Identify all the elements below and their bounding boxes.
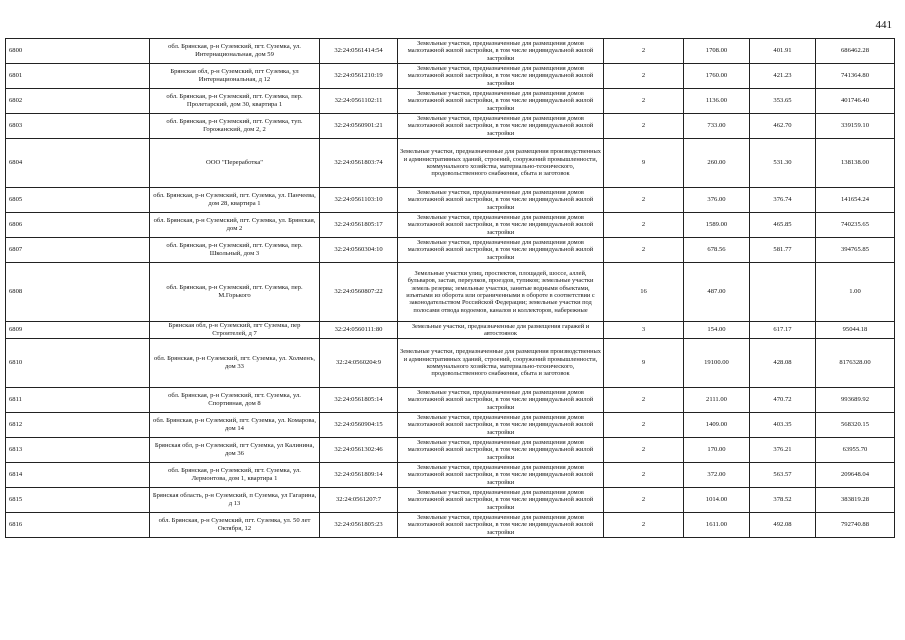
cell-cadastral-number: 32:24:0561103:10 xyxy=(320,188,398,213)
cell-address: Брянская обл, р-н Суземский, пгт Суземка, ул Интернациональная, д 12 xyxy=(150,64,320,89)
cell-purpose-group: 2 xyxy=(604,188,684,213)
cell-parcel-number: 6803 xyxy=(6,114,150,139)
cell-purpose-group: 2 xyxy=(604,238,684,263)
cell-cadastral-value: 741364.80 xyxy=(816,64,895,89)
cell-cadastral-number: 32:24:0561414:54 xyxy=(320,39,398,64)
cell-purpose-group: 9 xyxy=(604,339,684,388)
cell-parcel-number: 6801 xyxy=(6,64,150,89)
cell-address: Брянская обл, р-н Суземский, пгт Суземка, пер Строителей, д 7 xyxy=(150,322,320,339)
cell-purpose-group: 2 xyxy=(604,213,684,238)
cell-cadastral-number: 32:24:0561207:7 xyxy=(320,488,398,513)
table-row xyxy=(6,322,895,339)
cell-address: обл. Брянская, р-н Суземский, пгт. Суземка, ул. Комарова, дом 14 xyxy=(150,413,320,438)
cell-area: 2111.00 xyxy=(684,388,750,413)
cell-address: обл. Брянская, р-н Суземский, пгт. Суземка, туп. Горожанский, дом 2, 2 xyxy=(150,114,320,139)
cell-purpose-group: 16 xyxy=(604,263,684,322)
cell-land-purpose: Земельные участки, предназначенные для размещения производственных и административных зданий, строений, сооружений промышленности, коммунального хозяйства, материально-технического, продовольственного снабжения, сбыта и заготовок xyxy=(398,339,604,388)
cell-purpose-group: 2 xyxy=(604,488,684,513)
cell-area: 154.00 xyxy=(684,322,750,339)
cell-land-purpose: Земельные участки, предназначенные для размещения домов малоэтажной жилой застройки, в том числе индивидуальной жилой застройки xyxy=(398,188,604,213)
cell-specific-value: 378.52 xyxy=(750,488,816,513)
cell-land-purpose: Земельные участки, предназначенные для размещения домов малоэтажной жилой застройки, в том числе индивидуальной жилой застройки xyxy=(398,438,604,463)
cell-land-purpose: Земельные участки, предназначенные для размещения производственных и административных зданий, строений, сооружений промышленности, коммунального хозяйства, материально-технического, продовольственного снабжения, сбыта и заготовок xyxy=(398,139,604,188)
cell-purpose-group: 2 xyxy=(604,413,684,438)
table-row xyxy=(6,238,895,263)
cell-land-purpose: Земельные участки, предназначенные для размещения домов малоэтажной жилой застройки, в том числе индивидуальной жилой застройки xyxy=(398,488,604,513)
table-row xyxy=(6,64,895,89)
cell-specific-value: 401.91 xyxy=(750,39,816,64)
cell-address: обл. Брянская, р-н Суземский, пгт. Суземка, пер. М.Горького xyxy=(150,263,320,322)
cell-cadastral-value: 568320.15 xyxy=(816,413,895,438)
cell-cadastral-value: 1.00 xyxy=(816,263,895,322)
cell-area: 1409.00 xyxy=(684,413,750,438)
cell-area: 372.00 xyxy=(684,463,750,488)
cell-area: 678.56 xyxy=(684,238,750,263)
cell-cadastral-number: 32:24:0561803:74 xyxy=(320,139,398,188)
cell-land-purpose: Земельные участки, предназначенные для размещения домов малоэтажной жилой застройки, в том числе индивидуальной жилой застройки xyxy=(398,388,604,413)
cell-area: 260.00 xyxy=(684,139,750,188)
page-number: 441 xyxy=(875,19,892,31)
cell-parcel-number: 6800 xyxy=(6,39,150,64)
cell-parcel-number: 6802 xyxy=(6,89,150,114)
cell-address: обл. Брянская, р-н Суземский, пгт. Суземка, пер. Школьный, дом 3 xyxy=(150,238,320,263)
cell-cadastral-number: 32:24:0561809:14 xyxy=(320,463,398,488)
cell-cadastral-value: 141654.24 xyxy=(816,188,895,213)
land-registry-body xyxy=(6,39,895,538)
table-row xyxy=(6,388,895,413)
cell-cadastral-number: 32:24:0561102:11 xyxy=(320,89,398,114)
cell-area: 1136.00 xyxy=(684,89,750,114)
cell-area: 733.00 xyxy=(684,114,750,139)
cell-cadastral-value: 394765.85 xyxy=(816,238,895,263)
table-row xyxy=(6,213,895,238)
cell-area: 487.00 xyxy=(684,263,750,322)
cell-area: 170.00 xyxy=(684,438,750,463)
cell-parcel-number: 6809 xyxy=(6,322,150,339)
cell-parcel-number: 6804 xyxy=(6,139,150,188)
cell-address: ООО "Переработка" xyxy=(150,139,320,188)
cell-parcel-number: 6810 xyxy=(6,339,150,388)
table-row xyxy=(6,139,895,188)
table-row xyxy=(6,39,895,64)
cell-purpose-group: 2 xyxy=(604,513,684,538)
cell-purpose-group: 9 xyxy=(604,139,684,188)
cell-address: обл. Брянская, р-н Суземский, пгт. Суземка, пер. Пролетарский, дом 30, квартира 1 xyxy=(150,89,320,114)
cell-cadastral-number: 32:24:0560204:9 xyxy=(320,339,398,388)
cell-land-purpose: Земельные участки, предназначенные для размещения домов малоэтажной жилой застройки, в том числе индивидуальной жилой застройки xyxy=(398,114,604,139)
cell-cadastral-value: 209648.04 xyxy=(816,463,895,488)
cell-cadastral-number: 32:24:0560304:10 xyxy=(320,238,398,263)
cell-land-purpose: Земельные участки, предназначенные для размещения домов малоэтажной жилой застройки, в том числе индивидуальной жилой застройки xyxy=(398,413,604,438)
cell-specific-value: 617.17 xyxy=(750,322,816,339)
cell-land-purpose: Земельные участки, предназначенные для размещения домов малоэтажной жилой застройки, в том числе индивидуальной жилой застройки xyxy=(398,513,604,538)
cell-cadastral-number: 32:24:0561210:19 xyxy=(320,64,398,89)
cell-address: обл. Брянская, р-н Суземский, пгт. Суземка, ул. Брянская, дом 2 xyxy=(150,213,320,238)
cell-purpose-group: 2 xyxy=(604,39,684,64)
cell-parcel-number: 6816 xyxy=(6,513,150,538)
cell-cadastral-value: 792740.88 xyxy=(816,513,895,538)
cell-purpose-group: 2 xyxy=(604,114,684,139)
cell-cadastral-number: 32:24:0560807:22 xyxy=(320,263,398,322)
cell-area: 1014.00 xyxy=(684,488,750,513)
cell-cadastral-number: 32:24:0561805:14 xyxy=(320,388,398,413)
cell-specific-value: 428.08 xyxy=(750,339,816,388)
cell-cadastral-value: 95044.18 xyxy=(816,322,895,339)
cell-address: обл. Брянская, р-н Суземский, пгт. Суземка, ул. Холменъ, дом 33 xyxy=(150,339,320,388)
cell-address: обл. Брянская, р-н Суземский, пгт. Суземка, ул. Лермонтова, дом 1, квартира 1 xyxy=(150,463,320,488)
cell-cadastral-number: 32:24:0560904:15 xyxy=(320,413,398,438)
cell-specific-value: 470.72 xyxy=(750,388,816,413)
cell-address: обл. Брянская, р-н Суземский, пгт. Суземка, ул. Спортивная, дом 8 xyxy=(150,388,320,413)
table-row xyxy=(6,114,895,139)
cell-area: 1708.00 xyxy=(684,39,750,64)
cell-address: обл. Брянская, р-н Суземский, пгт. Суземка, ул. Интернациональная, дом 59 xyxy=(150,39,320,64)
cell-cadastral-value: 8176328.00 xyxy=(816,339,895,388)
cell-specific-value: 465.85 xyxy=(750,213,816,238)
table-row xyxy=(6,413,895,438)
cell-land-purpose: Земельные участки, предназначенные для размещения домов малоэтажной жилой застройки, в том числе индивидуальной жилой застройки xyxy=(398,39,604,64)
cell-land-purpose: Земельные участки, предназначенные для размещения домов малоэтажной жилой застройки, в том числе индивидуальной жилой застройки xyxy=(398,213,604,238)
cell-area: 376.00 xyxy=(684,188,750,213)
cell-land-purpose: Земельные участки, предназначенные для размещения домов малоэтажной жилой застройки, в том числе индивидуальной жилой застройки xyxy=(398,64,604,89)
cell-cadastral-value: 401746.40 xyxy=(816,89,895,114)
cell-cadastral-value: 383819.28 xyxy=(816,488,895,513)
cell-cadastral-value: 686462.28 xyxy=(816,39,895,64)
cell-land-purpose: Земельные участки, предназначенные для размещения домов малоэтажной жилой застройки, в том числе индивидуальной жилой застройки xyxy=(398,238,604,263)
cell-specific-value: 581.77 xyxy=(750,238,816,263)
cell-area: 1760.00 xyxy=(684,64,750,89)
cell-cadastral-number: 32:24:0561805:17 xyxy=(320,213,398,238)
cell-cadastral-number: 32:24:0560901:21 xyxy=(320,114,398,139)
cell-address: Брянская обл, р-н Суземский, пгт Суземка, ул Калинина, дом 36 xyxy=(150,438,320,463)
cell-area: 1589.00 xyxy=(684,213,750,238)
cell-parcel-number: 6806 xyxy=(6,213,150,238)
cell-parcel-number: 6814 xyxy=(6,463,150,488)
cell-land-purpose: Земельные участки, предназначенные для размещения домов малоэтажной жилой застройки, в том числе индивидуальной жилой застройки xyxy=(398,89,604,114)
cell-purpose-group: 3 xyxy=(604,322,684,339)
cell-specific-value: 492.08 xyxy=(750,513,816,538)
table-row xyxy=(6,188,895,213)
table-row xyxy=(6,488,895,513)
cell-cadastral-value: 138138.00 xyxy=(816,139,895,188)
cell-cadastral-value: 993689.92 xyxy=(816,388,895,413)
table-row xyxy=(6,89,895,114)
cell-cadastral-value: 63955.70 xyxy=(816,438,895,463)
cell-parcel-number: 6811 xyxy=(6,388,150,413)
cell-purpose-group: 2 xyxy=(604,438,684,463)
cell-cadastral-number: 32:24:0560111:80 xyxy=(320,322,398,339)
cell-purpose-group: 2 xyxy=(604,64,684,89)
cell-parcel-number: 6815 xyxy=(6,488,150,513)
cell-specific-value: 403.35 xyxy=(750,413,816,438)
cell-land-purpose: Земельные участки улиц, проспектов, площадей, шоссе, аллей, бульваров, застав, переулков, проездов, тупиков; земельные участки земель резерва; земельные участки, занятые водными объектами, изъятыми из оборота или ограниченными в обороте в соответствии с законодательством Российской Федерации; земельные участки под полосами отвода водоемов, каналов и коллекторов, набережные xyxy=(398,263,604,322)
cell-purpose-group: 2 xyxy=(604,89,684,114)
cell-purpose-group: 2 xyxy=(604,463,684,488)
cell-address: Брянская область, р-н Суземский, п Суземка, ул Гагарина, д 13 xyxy=(150,488,320,513)
cell-specific-value: 353.65 xyxy=(750,89,816,114)
cell-area: 1611.00 xyxy=(684,513,750,538)
cell-cadastral-number: 32:24:0561302:46 xyxy=(320,438,398,463)
cell-parcel-number: 6812 xyxy=(6,413,150,438)
table-row xyxy=(6,463,895,488)
cell-address: обл. Брянская, р-н Суземский, пгт. Суземка, ул. 50 лет Октября, 12 xyxy=(150,513,320,538)
cell-area: 19100.00 xyxy=(684,339,750,388)
table-row xyxy=(6,339,895,388)
cell-specific-value: 462.70 xyxy=(750,114,816,139)
cell-specific-value xyxy=(750,263,816,322)
cell-land-purpose: Земельные участки, предназначенные для размещения гаражей и автостоянок xyxy=(398,322,604,339)
cell-specific-value: 563.57 xyxy=(750,463,816,488)
cell-parcel-number: 6807 xyxy=(6,238,150,263)
cell-cadastral-number: 32:24:0561805:23 xyxy=(320,513,398,538)
table-row xyxy=(6,263,895,322)
cell-specific-value: 421.23 xyxy=(750,64,816,89)
cell-specific-value: 376.21 xyxy=(750,438,816,463)
cell-parcel-number: 6808 xyxy=(6,263,150,322)
cell-land-purpose: Земельные участки, предназначенные для размещения домов малоэтажной жилой застройки, в том числе индивидуальной жилой застройки xyxy=(398,463,604,488)
cell-cadastral-value: 339159.10 xyxy=(816,114,895,139)
land-registry-table xyxy=(5,38,895,538)
table-row xyxy=(6,513,895,538)
cell-parcel-number: 6813 xyxy=(6,438,150,463)
cell-specific-value: 531.30 xyxy=(750,139,816,188)
cell-cadastral-value: 740235.65 xyxy=(816,213,895,238)
table-row xyxy=(6,438,895,463)
cell-specific-value: 376.74 xyxy=(750,188,816,213)
cell-parcel-number: 6805 xyxy=(6,188,150,213)
cell-purpose-group: 2 xyxy=(604,388,684,413)
cell-address: обл. Брянская, р-н Суземский, пгт. Суземка, ул. Панчеева, дом 28, квартира 1 xyxy=(150,188,320,213)
